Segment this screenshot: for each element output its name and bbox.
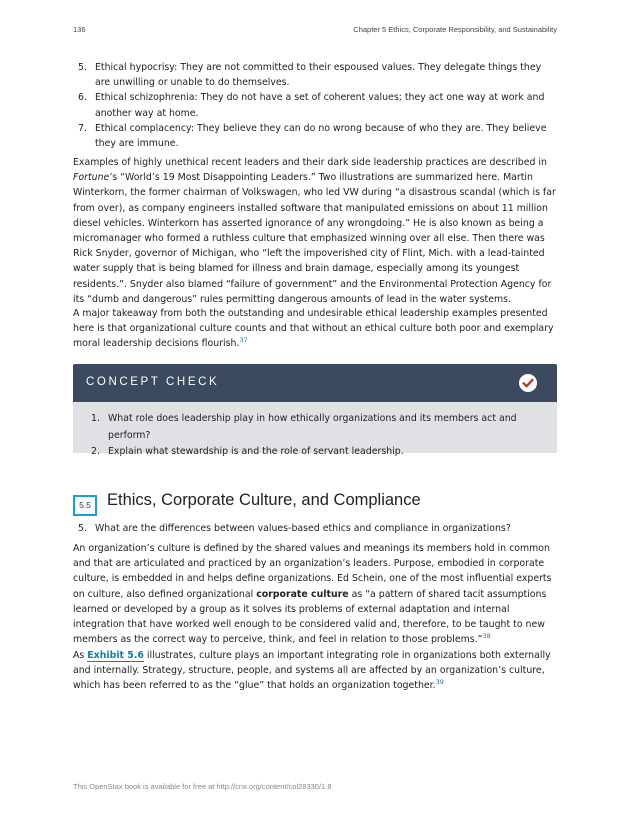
- footer: This OpenStax book is available for free at http://cnx.org/content/col28330/1.8: [73, 782, 332, 791]
- footnote-ref[interactable]: 39: [435, 678, 444, 687]
- check-circle-icon: [519, 374, 537, 392]
- list-item-number: 5.: [78, 523, 87, 534]
- key-term: corporate culture: [256, 588, 349, 600]
- section-title: Ethics, Corporate Culture, and Compliance: [107, 491, 421, 509]
- list-item-number: 1.: [91, 413, 100, 424]
- concept-check-title: CONCEPT CHECK: [86, 376, 220, 388]
- list-item: [73, 60, 557, 90]
- list-item: [73, 121, 557, 151]
- concept-check-header: [73, 364, 557, 402]
- list-item-text: What role does leadership play in how ethically organizations and its members act and perform?: [108, 413, 517, 441]
- learning-objective: [73, 521, 557, 536]
- list-item-number: 5.: [78, 62, 87, 73]
- paragraph-fortune-leaders: Examples of highly unethical recent leaders and their dark side leadership practices are described in Fortune’s “World’s 19 Most Disappointing Leaders.” Two illustrations are summarized here. Martin Winterkorn, the former chairman of Volkswagen, who led VW during “a disastrous scandal (which is far from over), as company engineers installed software that manipulated emissions on about 11 million diesel vehicles. Winterkorn has asserted ignorance of any wrongdoing.” He is also known as being a micromanager who formed a ruthless culture that emphasized winning over all else. Then there was Rick Snyder, governor of Michigan, who “left the impoverished city of Flint, Mich. with a lead-tainted water supply that is being blamed for illness and brain damage, especially among its youngest residents.”. Snyder also blamed “failure of government” and the Environmental Protection Agency for its “dumb and dangerous” rules permitting dangerous amounts of lead in the water systems.: [73, 157, 556, 305]
- chapter-header: Chapter 5 Ethics, Corporate Responsibility, and Sustainability: [353, 25, 557, 34]
- list-item: [73, 90, 557, 120]
- ethical-traits-list: [73, 60, 557, 151]
- list-item: [86, 444, 546, 461]
- footnote-ref[interactable]: 38: [482, 632, 491, 641]
- page-number: 136: [73, 25, 86, 34]
- list-item-number: 7.: [78, 122, 87, 134]
- paragraph-culture-definition: An organization’s culture is defined by the shared values and meanings its members hold in common and that are articulated and practiced by an organization’s leaders. Purpose, embodied in corporate culture, is embedded in and helps define organizations. Ed Schein, one of the most influential experts on culture, also defined organizational corporate culture as “a pattern of shared tacit assumptions learned or developed by a group as it solves its problems of external adaptation and internal integration that have worked well enough to be considered valid and, therefore, to be taught to new members as the correct way to perceive, think, and feel in relation to those problems.”$^{38}$: [73, 543, 552, 646]
- list-item: [86, 411, 546, 444]
- list-item-number: 2.: [91, 446, 100, 457]
- section-number: 5.5: [73, 495, 97, 516]
- concept-check-list: [86, 411, 546, 461]
- list-item-text: Ethical hypocrisy: They are not committed to their espoused values. They delegate things they are unwilling or unable to do themselves.: [95, 62, 542, 89]
- paragraph-culture-integrating: As Exhibit 5.6 illustrates, culture plays an important integrating role in organizations both externally and internally. Strategy, structure, people, and systems all are affected by an organization’s culture, which has been referred to as the “glue” that holds an organization together.$^{39}$: [73, 650, 551, 692]
- list-item-text: Ethical schizophrenia: They do not have a set of coherent values; they act one way at work and another way at home.: [95, 92, 545, 119]
- publication-title: Fortune: [73, 172, 110, 184]
- list-item-text: Explain what stewardship is and the role of servant leadership.: [108, 446, 404, 457]
- list-item: [73, 521, 557, 536]
- paragraph-takeaway: A major takeaway from both the outstanding and undesirable ethical leadership examples presented here is that organizational culture counts and that without an ethical culture both poor and exemplary moral leadership decisions flourish.$^{37}$: [73, 308, 554, 350]
- list-item-text: What are the differences between values-based ethics and compliance in organizations?: [95, 523, 511, 534]
- footnote-ref[interactable]: 37: [239, 336, 248, 345]
- list-item-number: 6.: [78, 92, 87, 104]
- list-item-text: Ethical complacency: They believe they can do no wrong because of who they are. They believe they are immune.: [95, 122, 547, 150]
- concept-check-body: [73, 402, 557, 457]
- exhibit-link[interactable]: Exhibit 5.6: [87, 650, 144, 661]
